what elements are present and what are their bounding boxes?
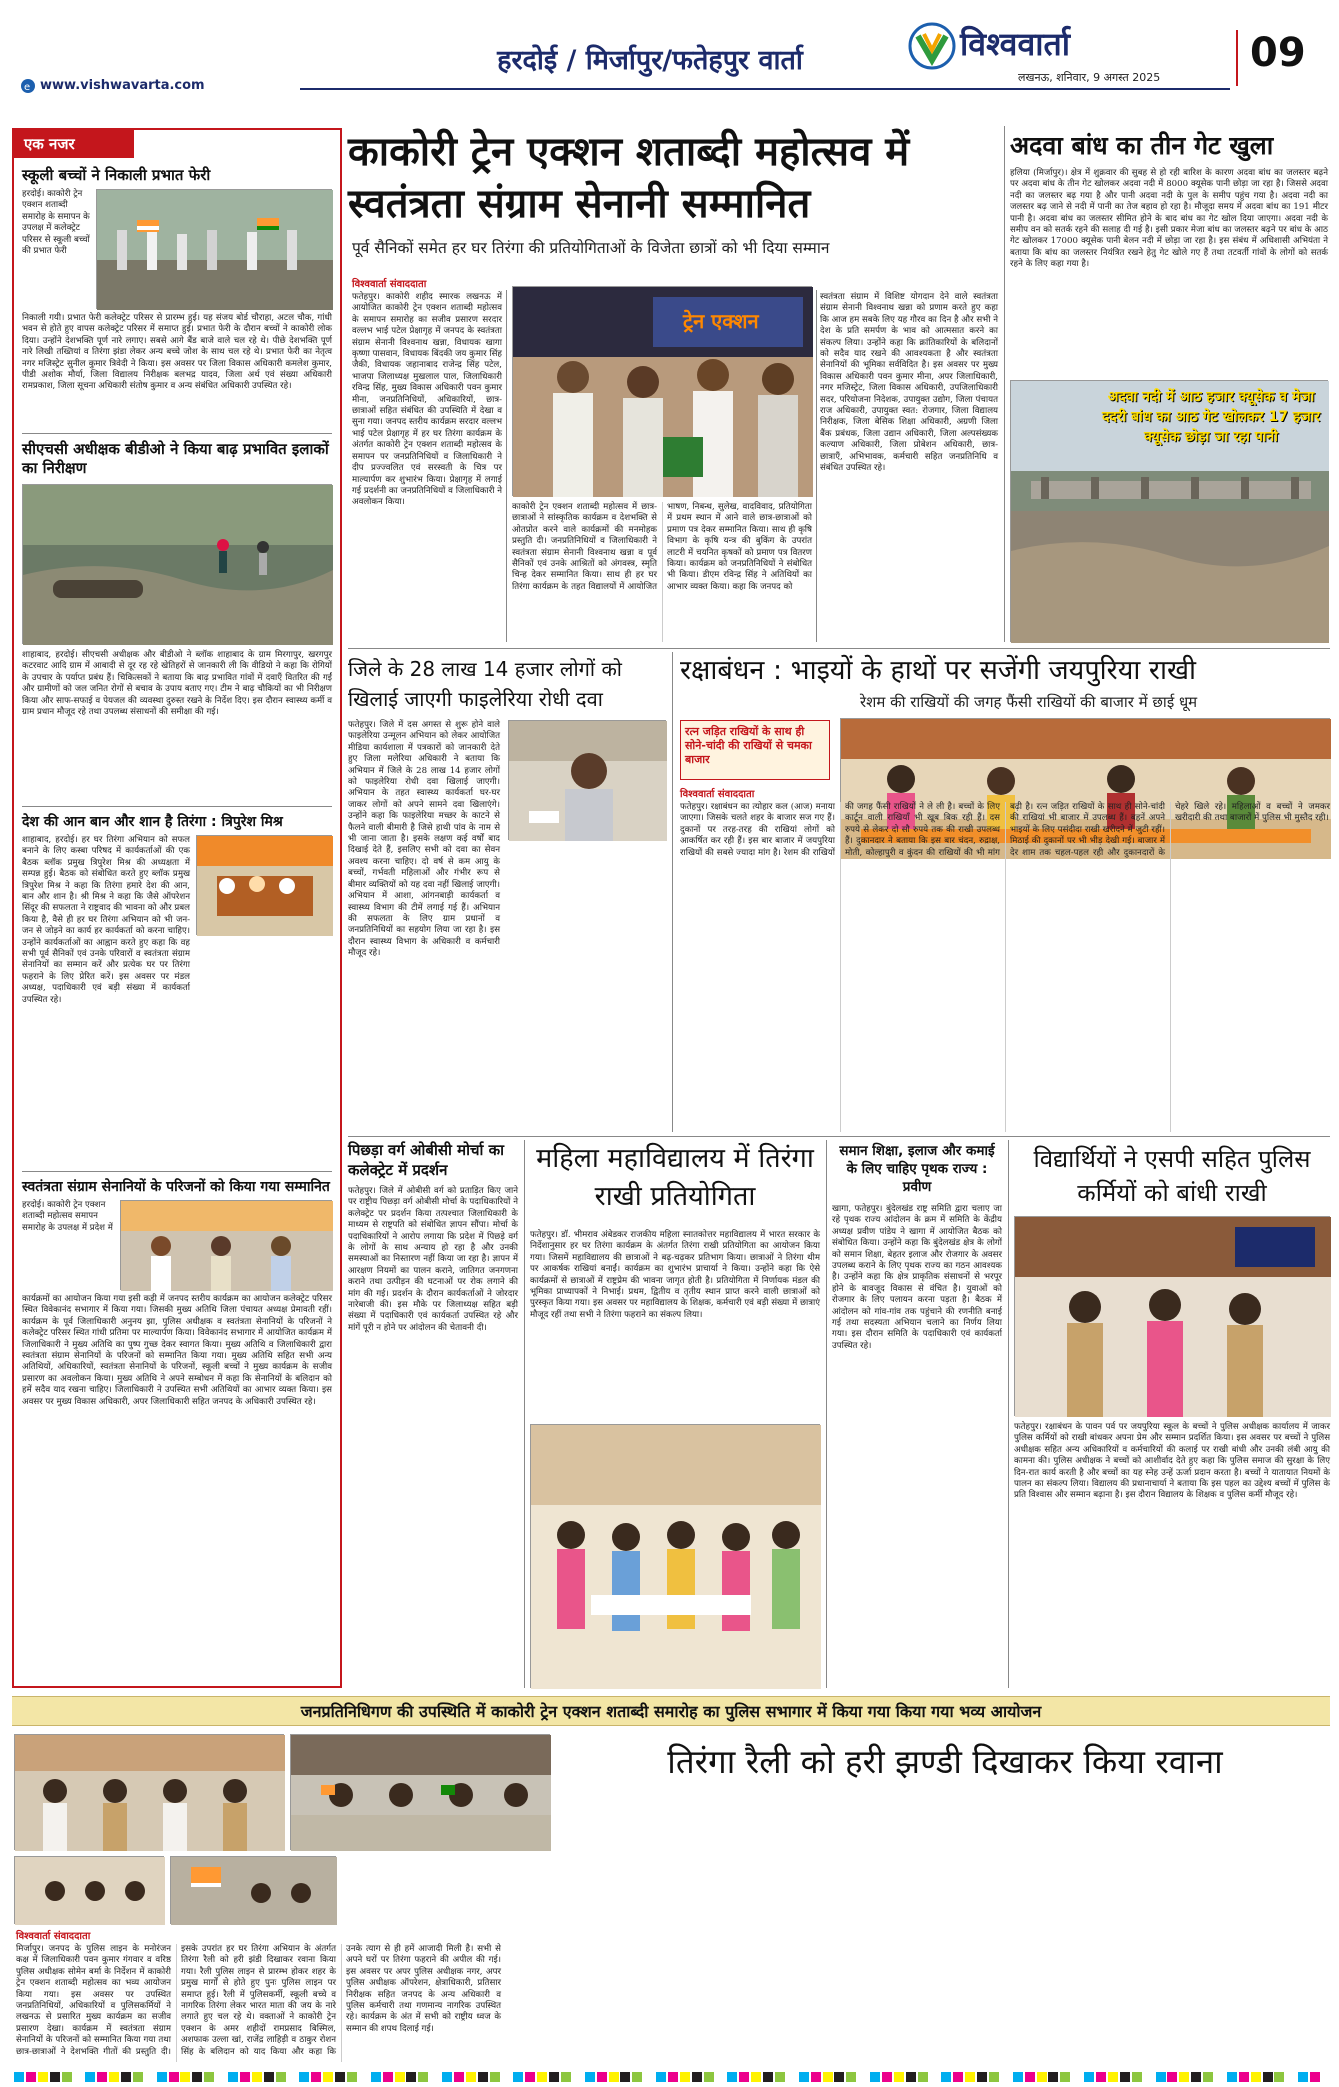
sidebar-story4-photo <box>120 1200 332 1290</box>
registration-swatch <box>85 2072 95 2082</box>
registration-swatch <box>656 2072 666 2082</box>
registration-swatch <box>490 2072 500 2082</box>
registration-swatch <box>502 2072 512 2082</box>
lead-body-col2: काकोरी ट्रेन एक्शन शताब्दी महोत्सव में छात्र-छात्राओं ने सांस्कृतिक कार्यक्रम व देशभक्ति से ओतप्रोत करने वाले कार्यक्रमों की मनमोहक प्रस्तुति दी। जनप्रतिनिधियों व जिलाधिकारी ने स्वतंत्रता संग्राम सेनानी विश्वनाथ खन्ना व पूर्व सैनिकों एवं उनके आश्रितों को अंगवस्त्र, स्मृति चिन्ह देकर सम्मानित किया। साथ ही हर घर तिरंगा कार्यक्रम के तहत विद्यालयों में आयोजित भाषण, निबन्ध, सुलेख, वादविवाद, प्रतियोगिता में प्रथम स्थान में आने वाले छात्र-छात्राओं को प्रमाण पत्र देकर सम्मानित किया। साथ ही कृषि विभाग के कृषि यन्त्र की बुकिंग के उपरांत लाटरी में चयनित कृषकों को प्रमाण पत्र वितरण किया। कार्यक्रम को जनप्रतिनिधियों ने संबोधित भी किया। डीएम रविन्द्र सिंह ने अतिथियों का आभार व्यक्त किया। कहा कि जनपद को <box>512 502 812 592</box>
registration-swatch <box>1167 2072 1177 2082</box>
registration-swatch <box>169 2072 179 2082</box>
vidyarthi-body: फतेहपुर। रक्षाबंधन के पावन पर्व पर जयपुरिया स्कूल के बच्चों ने पुलिस अधीक्षक कार्यालय में जाकर पुलिस कर्मियों को राखी बांधकर अपना प्रेम और सम्मान प्रदर्शित किया। इस अवसर पर बच्चों ने पुलिस अधीक्षक सहित अन्य अधिकारियों व कर्मचारियों की कलाई पर राखी बांधी और उनकी लंबी आयु की कामना की। पुलिस अधीक्षक ने बच्चों को आशीर्वाद देते हुए कहा कि पुलिस समाज की सुरक्षा के लिए दिन-रात कार्य करती है और बच्चों का यह स्नेह उन्हें ऊर्जा प्रदान करता है। बच्चों ने यातायात नियमों के पालन का संकल्प लिया। विद्यालय की प्रधानाचार्या ने बताया कि इस पहल का उद्देश्य बच्चों में पुलिस के प्रति विश्वास और सम्मान बढ़ाना है। इस दौरान विद्यालय के शिक्षक व पुलिस कर्मी मौजूद रहे। <box>1014 1422 1330 1501</box>
tiranga-photo-1 <box>14 1734 284 1850</box>
pravin-rule <box>826 1140 827 1688</box>
rakhi-body: फतेहपुर। रक्षाबंधन का त्योहार कल (आज) मनाया जाएगा। जिसके चलते शहर के बाजार सज गए हैं। दुकानों पर तरह-तरह की राखियां लोगों को आकर्षित कर रही हैं। इस बार बाजार में जयपुरिया राखियों की सबसे ज्यादा मांग है। रेशम की राखियों की जगह फैंसी राखियों ने ले ली है। बच्चों के लिए कार्टून वाली राखियाँ भी खूब बिक रही हैं। दस रुपये से लेकर दो सौ रुपये तक की राखी उपलब्ध हैं। दुकानदार ने बताया कि इस बार चंदन, रुद्राक्ष, मोती, कोल्हापुरी व कुंदन की राखियों की भी मांग बढ़ी है। रत्न जड़ित राखियों के साथ ही सोने-चांदी की राखियां भी बाजार में उपलब्ध हैं। बहनें अपने भाइयों के लिए पसंदीदा राखी खरीदने में जुटी रहीं। मिठाई की दुकानों पर भी भीड़ देखी गई। बाजार में देर शाम तक चहल-पहल रही और दुकानदारों के चेहरे खिले रहे। महिलाओं व बच्चों ने जमकर खरीदारी की तथा बाजारों में पुलिस भी मुस्तैद रही। <box>680 802 1330 858</box>
registration-swatch <box>525 2072 535 2082</box>
registration-swatch <box>145 2072 155 2082</box>
registration-swatch <box>1144 2072 1154 2082</box>
registration-swatch <box>716 2072 726 2082</box>
registration-swatch <box>97 2072 107 2082</box>
registration-swatch <box>109 2072 119 2082</box>
registration-swatch <box>1286 2072 1296 2082</box>
registration-swatch <box>38 2072 48 2082</box>
registration-swatch <box>870 2072 880 2082</box>
registration-swatch <box>14 2072 24 2082</box>
adwa-rule <box>1004 126 1005 642</box>
registration-swatch <box>121 2072 131 2082</box>
brand-logo-icon <box>908 22 956 70</box>
obc-headline: पिछड़ा वर्ग ओबीसी मोर्चा का कलेक्ट्रेट में प्रदर्शन <box>348 1141 504 1179</box>
registration-swatch <box>834 2072 844 2082</box>
rakhi-rule <box>672 652 673 1132</box>
registration-swatch <box>1191 2072 1201 2082</box>
registration-swatch <box>1072 2072 1082 2082</box>
mahila-headline: महिला महाविद्यालय में तिरंगा राखी प्रतियोगिता <box>536 1143 814 1212</box>
registration-swatch <box>1239 2072 1249 2082</box>
registration-swatch <box>466 2072 476 2082</box>
registration-swatch <box>442 2072 452 2082</box>
registration-swatch <box>573 2072 583 2082</box>
registration-swatch <box>597 2072 607 2082</box>
registration-swatch <box>311 2072 321 2082</box>
registration-swatch <box>811 2072 821 2082</box>
registration-swatch <box>1298 2072 1308 2082</box>
registration-swatch <box>894 2072 904 2082</box>
vidyarthi-rule <box>1008 1140 1009 1688</box>
sidebar-story3-headline: देश की आन बान और शान है तिरंगा : त्रिपुरेश मिश्र <box>22 814 283 830</box>
sidebar-story4-body: कार्यक्रमों का आयोजन किया गया इसी कड़ी में जनपद स्तरीय कार्यक्रम का आयोजन कलेक्ट्रेट परिसर स्थित विवेकानंद सभागार में किया गया। जिसकी मुख्य अतिथि जिला पंचायत अध्यक्ष प्रेमावती रहीं। कार्यक्रम के पूर्व जिलाधिकारी अनुनय झा, पुलिस अधीक्षक व स्वतंत्रता सेनानियों के परिजनों ने कलेक्ट्रेट परिसर स्थित गांधी प्रतिमा पर माल्यार्पण किया। विवेकानंद सभागार में आयोजित कार्यक्रम में जिलाधिकारी ने मुख्य अतिथि का पुष्प गुच्छ देकर स्वागत किया। मुख्य अतिथि व जिलाधिकारी द्वारा स्वतंत्रता संग्राम सेनानियों के परिजनों को सम्मानित किया गया। मुख्य अतिथि सहित सभी अन्य अतिथियों, अधिकारियों, स्वतंत्रता सेनानियों के परिजनों, स्कूली बच्चों ने मुख्य कार्यक्रम के सजीव प्रसारण का अवलोकन किया। मुख्य अतिथि ने अपने सम्बोधन में कहा कि सेनानियों के बलिदान को हमें सदैव याद रखना चाहिए। जिलाधिकारी ने उपस्थित सभी अतिथियों का आभार व्यक्त किया। इस अवसर पर मुख्य विकास अधिकारी, अपर जिलाधिकारी सहित जनपद के अधिकारी उपस्थित रहे। <box>22 1294 332 1407</box>
sidebar-box <box>12 128 342 1688</box>
tiranga-headline: तिरंगा रैली को हरी झण्डी दिखाकर किया रवाना <box>667 1742 1223 1781</box>
registration-swatch <box>1132 2072 1142 2082</box>
lead-body-col3: स्वतंत्रता संग्राम में विशिष्ट योगदान देने वाले स्वतंत्रता संग्राम सेनानी विश्वनाथ खन्ना को प्रणाम करते हुए कहा कि आज हम सबके लिए यह गौरव का दिन है और सभी ने देश के प्रति समर्पण के भाव को आत्मसात करने का संकल्प लिया। उन्होंने कहा कि क्रांतिकारियों के बलिदानों को सदैव याद रखने की आवश्यकता है और स्वतंत्रता सेनानियों की भूमिका सर्वविदित है। इस अवसर पर मुख्य विकास अधिकारी पवन कुमार मीना, अपर जिलाधिकारी, नगर मजिस्ट्रेट, जिला विकास अधिकारी, उपजिलाधिकारी सदर, परियोजना निदेशक, उपायुक्त उद्योग, जिला पंचायत राज अधिकारी, उपायुक्त स्वत: रोजगार, जिला विद्यालय निरीक्षक, जिला बेसिक शिक्षा अधिकारी, अग्रणी जिला बैंक प्रबंधक, जिला उद्यान अधिकारी, जिला अल्पसंख्यक कल्याण अधिकारी, जिला प्रोबेशन अधिकारी, छात्र-छात्राएँ, अभिभावक, कर्मचारी सहित जनप्रतिनिधि व संबंधित उपस्थित रहे। <box>820 292 998 474</box>
registration-swatch <box>1060 2072 1070 2082</box>
registration-swatch <box>882 2072 892 2082</box>
registration-swatch <box>1120 2072 1130 2082</box>
sidebar-divider-3 <box>22 1171 332 1172</box>
registration-swatch <box>609 2072 619 2082</box>
registration-swatch <box>454 2072 464 2082</box>
sidebar-story3-photo <box>196 835 332 935</box>
registration-swatch <box>977 2072 987 2082</box>
banner-text: जनप्रतिनिधिगण की उपस्थिति में काकोरी ट्रेन एक्शन शताब्दी समारोह का पुलिस सभागार में किया गया किया गया भव्य आयोजन <box>300 1702 1042 1721</box>
registration-swatch <box>1001 2072 1011 2082</box>
registration-swatch <box>395 2072 405 2082</box>
registration-swatch <box>799 2072 809 2082</box>
registration-swatch <box>204 2072 214 2082</box>
registration-swatch <box>157 2072 167 2082</box>
registration-swatch <box>537 2072 547 2082</box>
registration-swatch <box>264 2072 274 2082</box>
adwa-body: हलिया (मिर्जापुर)। क्षेत्र में शुक्रवार की सुबह से हो रही बारिश के कारण अदवा बांध का जलस्तर बढ़ने पर अदवा बांध के तीन गेट खोलकर अदवा नदी में 8000 क्यूसेक पानी छोड़ा जा रहा है। जिससे अदवा नदी का जलस्तर बढ़ गया है और पानी अदवा नदी के पुल के समीप पहुंच गया है। अदवा नदी का जलस्तर बढ़ जाने से नदी में पानी का तेज बहाव हो रहा है। मौजूदा समय में अदवा बांध का 191 मीटर पानी है। अदवा बांध का जलस्तर सीमित होने के बाद बांध का गेट खोल दिया जाएगा। अदवा नदी के समीप वन को सतर्क रहने की सलाह दी गई है। इसी प्रकार मेजा बांध का जलस्तर बढ़ने पर बांध के आठ गेट खोलकर 17000 क्यूसेक पानी बेलन नदी में छोड़ा जा रहा है। इस संबंध में अधिशासी अभियंता ने बताया कि बांध का जलस्तर नियंत्रित रखने हेतु गेट खोले गए हैं तथा तटवर्ती गांवों के लोगों को सतर्क रहने के लिए कहा गया है। <box>1010 168 1328 270</box>
lead-subhead: पूर्व सैनिकों समेत हर घर तिरंगा की प्रतियोगिताओं के विजेता छात्रों को भी दिया सम्मान <box>352 239 830 257</box>
registration-swatch <box>1310 2072 1320 2082</box>
registration-swatch <box>692 2072 702 2082</box>
sidebar-divider-2 <box>22 806 332 807</box>
tiranga-body-cont <box>346 1790 1330 2062</box>
lead-photo-caption: ट्रेन एक्शन <box>683 309 759 333</box>
lead-byline: विश्ववार्ता संवाददाता <box>352 279 427 290</box>
registration-swatch <box>930 2072 940 2082</box>
registration-swatch <box>739 2072 749 2082</box>
adwa-photo <box>1010 380 1328 642</box>
registration-swatch <box>430 2072 440 2082</box>
registration-swatch <box>26 2072 36 2082</box>
registration-swatch <box>383 2072 393 2082</box>
filaria-photo <box>508 720 666 840</box>
color-bar-bottom <box>14 2072 1324 2082</box>
registration-swatch <box>133 2072 143 2082</box>
registration-swatch <box>918 2072 928 2082</box>
place-date: लखनऊ, शनिवार, 9 अगस्त 2025 <box>1018 71 1161 84</box>
tiranga-photo-3 <box>14 1856 164 1924</box>
sidebar-story4-headline: स्वतंत्रता संग्राम सेनानियों के परिजनों को किया गया सम्मानित <box>22 1179 330 1195</box>
filaria-headline: जिले के 28 लाख 14 हजार लोगों को खिलाई जाएगी फाइलेरिया रोधी दवा <box>348 657 622 711</box>
registration-swatch <box>727 2072 737 2082</box>
registration-swatch <box>240 2072 250 2082</box>
registration-swatch <box>228 2072 238 2082</box>
masthead-rule <box>300 88 1230 90</box>
registration-swatch <box>965 2072 975 2082</box>
registration-swatch <box>62 2072 72 2082</box>
lead-bottom-rule <box>348 648 1330 649</box>
mahila-photo <box>530 1424 820 1688</box>
registration-swatch <box>1108 2072 1118 2082</box>
lead-rule-2 <box>816 290 817 642</box>
sidebar-divider-1 <box>22 433 332 434</box>
registration-swatch <box>1048 2072 1058 2082</box>
pravin-headline: समान शिक्षा, इलाज और कमाई के लिए चाहिए पृथक राज्य : प्रवीण <box>839 1143 995 1195</box>
obc-body: फतेहपुर। जिले में ओबीसी वर्ग को प्रताड़ित किए जाने पर राष्ट्रीय पिछड़ा वर्ग ओबीसी मोर्चा के पदाधिकारियों ने कलेक्ट्रेट पर प्रदर्शन किया तत्पश्चात जिलाधिकारी के माध्यम से राष्ट्रपति को संबोधित ज्ञापन सौंपा। मोर्चा के पदाधिकारियों ने आरोप लगाया कि प्रदेश में पिछड़े वर्ग के लोगों के साथ अन्याय हो रहा है और उनकी समस्याओं का निस्तारण नहीं किया जा रहा है। ज्ञापन में आरक्षण नियमों का पालन कराने, जातिगत जनगणना कराने तथा उत्पीड़न की घटनाओं पर रोक लगाने की मांग की गई। प्रदर्शन के दौरान कार्यकर्ताओं ने जोरदार नारेबाजी की। इस मौके पर जिलाध्यक्ष सहित बड़ी संख्या में पदाधिकारी एवं कार्यकर्ता उपस्थित रहे और मांगें पूरी न होने पर आंदोलन की चेतावनी दी। <box>348 1186 518 1333</box>
registration-swatch <box>585 2072 595 2082</box>
registration-swatch <box>632 2072 642 2082</box>
pravin-body: खागा, फतेहपुर। बुंदेलखंड राष्ट्र समिति द्वारा चलाए जा रहे पृथक राज्य आंदोलन के क्रम में समिति के केंद्रीय अध्यक्ष प्रवीण पांडेय ने खागा में आयोजित बैठक को संबोधित किया। उन्होंने कहा कि बुंदेलखंड क्षेत्र के लोगों को समान शिक्षा, बेहतर इलाज और रोजगार के अवसर उपलब्ध कराने के लिए पृथक राज्य का गठन आवश्यक है। उन्होंने कहा कि क्षेत्र प्राकृतिक संसाधनों से भरपूर होने के बावजूद विकास से वंचित है। युवाओं को रोजगार के लिए पलायन करना पड़ता है। बैठक में आंदोलन को गांव-गांव तक पहुंचाने की रणनीति बनाई गई तथा सदस्यता अभियान चलाने का निर्णय लिया गया। इस दौरान समिति के पदाधिकारी एवं कार्यकर्ता उपस्थित रहे। <box>832 1204 1002 1351</box>
registration-swatch <box>953 2072 963 2082</box>
registration-swatch <box>1227 2072 1237 2082</box>
sidebar-story1-caption: हरदोई। काकोरी ट्रेन एक्शन शताब्दी समारोह के समापन के उपलक्ष में कलेक्ट्रेट परिसर से स्कूली बच्चों की प्रभात फेरी <box>22 189 90 257</box>
rakhi-inset: रत्न जड़ित राखियों के साथ ही सोने-चांदी की राखियों से चमका बाजार <box>680 720 830 780</box>
registration-swatch <box>823 2072 833 2082</box>
filaria-body-col1: फतेहपुर। जिले में दस अगस्त से शुरू होने वाले फाइलेरिया उन्मूलन अभियान को लेकर आयोजित मीडिया कार्यशाला में पत्रकारों को जानकारी देते हुए जिला मलेरिया अधिकारी ने बताया कि अभियान में जिले के 28 लाख 14 हजार लोगों को फाइलेरिया रोधी दवा खिलाई जाएगी। अभियान के तहत स्वास्थ्य कार्यकर्ता घर-घर जाकर लोगों को अपने सामने दवा खिलाएंगे। उन्होंने कहा कि फाइलेरिया मच्छर के काटने से फैलने वाली बीमारी है जिसे हाथी पांव के नाम से भी जाना जाता है। इसके लक्षण कई वर्षों बाद दिखाई देते हैं, इसलिए सभी को दवा का सेवन अवश्य करना चाहिए। दो वर्ष से कम आयु के बच्चों, गर्भवती महिलाओं और गंभीर रूप से बीमार व्यक्तियों को यह दवा नहीं खिलाई जाएगी। अभियान में आशा, आंगनबाड़ी कार्यकर्ता व स्वास्थ्य विभाग की टीमें लगाई गई हैं। अभियान की सफलता के लिए ग्राम प्रधानों व जनप्रतिनिधियों का सहयोग लिया जा रहा है। इस दौरान स्वास्थ्य विभाग के अधिकारी व कर्मचारी मौजूद रहे। <box>348 720 500 959</box>
registration-swatch <box>787 2072 797 2082</box>
tiranga-byline: विश्ववार्ता संवाददाता <box>16 1931 91 1942</box>
mahila-body: फतेहपुर। डॉ. भीमराव अंबेडकर राजकीय महिला स्नातकोत्तर महाविद्यालय में भारत सरकार के निर्देशानुसार हर घर तिरंगा कार्यक्रम के अंतर्गत तिरंगा राखी प्रतियोगिता का आयोजन किया गया। जिसमें महाविद्यालय की छात्राओं ने बढ़-चढ़कर प्रतिभाग किया। छात्राओं ने तिरंगा थीम पर आकर्षक राखियां बनाईं। कार्यक्रम का शुभारंभ प्राचार्या ने किया। उन्होंने कहा कि ऐसे कार्यक्रमों से छात्राओं में राष्ट्रप्रेम की भावना जागृत होती है। प्रतियोगिता में निर्णायक मंडल की भूमिका प्राध्यापकों ने निभाई। प्रथम, द्वितीय व तृतीय स्थान प्राप्त करने वाली छात्राओं को पुरस्कृत किया गया। इस अवसर पर महाविद्यालय के शिक्षक, कर्मचारी एवं बड़ी संख्या में छात्राएं मौजूद रहीं तथा सभी ने तिरंगा फहराने का संकल्प लिया। <box>530 1230 820 1320</box>
sidebar-story1-headline: स्कूली बच्चों ने निकाली प्रभात फेरी <box>22 166 211 184</box>
registration-swatch <box>644 2072 654 2082</box>
sidebar-story1-photo <box>96 189 332 309</box>
registration-swatch <box>1274 2072 1284 2082</box>
registration-swatch <box>1013 2072 1023 2082</box>
sidebar-story3-body: शाहाबाद, हरदोई। हर घर तिरंगा अभियान को सफल बनाने के लिए कस्बा परिषद में कार्यकर्ताओं की एक बैठक ब्लॉक प्रमुख त्रिपुरेश मिश्र की अध्यक्षता में सम्पन्न हुई। बैठक को संबोधित करते हुए ब्लॉक प्रमुख त्रिपुरेश मिश्र ने कहा कि तिरंगा हमारे देश की आन, बान और शान है। श्री मिश्र ने कहा कि जैसे ऑपरेशन सिंदूर की सफलता ने राष्ट्रवाद की भावना को और प्रबल किया है, वैसे ही हर घर तिरंगा अभियान को भी जन-जन से जोड़ने का कार्य हर कार्यकर्ता को करना चाहिए। उन्होंने कार्यकर्ताओं का आह्वान करते हुए कहा कि वह सभी पूर्व सैनिकों एवं उनके परिवारों व स्वतंत्रता संग्राम सेनानियों का सम्मान करें और प्रत्येक घर पर तिरंगा फहराने के लिए प्रेरित करें। इस अवसर पर मंडल अध्यक्ष, पदाधिकारी एवं बड़ी संख्या में कार्यकर्ता उपस्थित रहे। <box>22 835 190 1005</box>
vidyarthi-headline: विद्यार्थियों ने एसपी सहित पुलिस कर्मियों को बांधी राखी <box>1033 1145 1311 1207</box>
sidebar-story2-body: शाहाबाद, हरदोई। सीएचसी अधीक्षक और बीडीओ ने ब्लॉक शाहाबाद के ग्राम मिरगापुर, खरगपुर कटरवाट आदि ग्राम में आबादी से दूर रह रहे खेतिहरों से जानकारी ली कि वीडियो ने कहा कि रोगियों के उपचार के पर्याप्त प्रबंध हैं। चिकित्सकों ने बताया कि बाढ़ प्रभावित गांवों में दवाएँ वितरित की गईं और ग्रामीणों को जल जनित रोगों से बचाव के उपाय बताए गए। टीम ने बाढ़ चौकियों का भी निरीक्षण किया और साफ-सफाई व पेयजल की व्यवस्था दुरुस्त रखने के निर्देश दिए। इस दौरान स्वास्थ्य कर्मी व ग्राम प्रधान मौजूद रहे तथा उपलब्ध संसाधनों की समीक्षा की गई। <box>22 650 332 718</box>
registration-swatch <box>1096 2072 1106 2082</box>
registration-swatch <box>276 2072 286 2082</box>
website-icon <box>20 78 36 94</box>
registration-swatch <box>906 2072 916 2082</box>
registration-swatch <box>668 2072 678 2082</box>
lead-photo <box>512 286 812 496</box>
registration-swatch <box>323 2072 333 2082</box>
section-title: हरदोई / मिर्जापुर/फतेहपुर वार्ता <box>497 45 803 76</box>
page-number: 09 <box>1250 30 1306 76</box>
registration-swatch <box>216 2072 226 2082</box>
rakhi-subhead: रेशम की राखियों की जगह फैंसी राखियों की बाजार में छाई धूम <box>860 693 1198 711</box>
registration-swatch <box>371 2072 381 2082</box>
svg-text:e: e <box>24 82 31 93</box>
registration-swatch <box>418 2072 428 2082</box>
registration-swatch <box>704 2072 714 2082</box>
adwa-headline: अदवा बांध का तीन गेट खुला <box>1010 131 1274 160</box>
registration-swatch <box>513 2072 523 2082</box>
registration-swatch <box>1263 2072 1273 2082</box>
registration-swatch <box>941 2072 951 2082</box>
registration-swatch <box>73 2072 83 2082</box>
registration-swatch <box>1215 2072 1225 2082</box>
registration-swatch <box>1025 2072 1035 2082</box>
lead-body-col1: फतेहपुर। काकोरी शहीद स्मारक लखनऊ में आयोजित काकोरी ट्रेन एक्शन शताब्दी महोत्सव के समापन समारोह का सजीव प्रसारण सरदार वल्लभ भाई पटेल प्रेक्षागृह में जनपद के स्वतंत्रता संग्राम सेनानी विश्वनाथ खन्ना, विधायक खागा कृष्णा पासवान, विधायक बिंदकी जय कुमार सिंह जैकी, विधायक जहानाबाद राजेन्द्र सिंह पटेल, भाजपा जिलाध्यक्ष मुखलाल पाल, जिलाधिकारी रविन्द्र सिंह, मुख्य विकास अधिकारी पवन कुमार मीना, जनप्रतिनिधियों, अधिकारियों, छात्र-छात्राओं सहित संबंधित की उपस्थिति में देखा व सुना गया। जनपद स्तरीय कार्यक्रम सरदार वल्लभ भाई पटेल प्रेक्षागृह में हर घर तिरंगा कार्यक्रम के अंतर्गत काकोरी ट्रेन एक्शन शताब्दी महोत्सव के समापन पर जनप्रतिनिधियों व जिलाधिकारी ने दीप प्रज्ज्वलित एवं सरस्वती के चित्र पर माल्यार्पण कर शुभारंभ किया। प्रेक्षागृह में लगाई गई प्रदर्शनी का जनप्रतिनिधियों व जिलाधिकारी ने अवलोकन किया। <box>352 292 502 508</box>
registration-swatch <box>989 2072 999 2082</box>
registration-swatch <box>1251 2072 1261 2082</box>
page-number-box <box>1236 30 1326 86</box>
registration-swatch <box>549 2072 559 2082</box>
registration-swatch <box>680 2072 690 2082</box>
mid-rule <box>348 1136 1330 1137</box>
tiranga-photo-4 <box>170 1856 336 1924</box>
registration-swatch <box>1156 2072 1166 2082</box>
registration-swatch <box>180 2072 190 2082</box>
registration-swatch <box>751 2072 761 2082</box>
registration-swatch <box>1037 2072 1047 2082</box>
website[interactable]: www.vishwavarta.com <box>40 78 205 93</box>
registration-swatch <box>299 2072 309 2082</box>
registration-swatch <box>1084 2072 1094 2082</box>
sidebar-box-title: एक नजर <box>14 130 134 158</box>
registration-swatch <box>50 2072 60 2082</box>
registration-swatch <box>846 2072 856 2082</box>
registration-swatch <box>620 2072 630 2082</box>
registration-swatch <box>763 2072 773 2082</box>
tiranga-body: मिर्जापुर। जनपद के पुलिस लाइन के मनोरंजन कक्ष में जिलाधिकारी पवन कुमार गंगवार व वरिष्ठ पुलिस अधीक्षक सोमेन बर्मा के निर्देशन में काकोरी ट्रेन एक्शन शताब्दी महोत्सव का भव्य आयोजन किया गया। इस अवसर पर उपस्थित जनप्रतिनिधियों, अधिकारियों व पुलिसकर्मियों ने लखनऊ से प्रसारित मुख्य कार्यक्रम का सजीव प्रसारण देखा। कार्यक्रम में स्वतंत्रता संग्राम सेनानियों के परिजनों को सम्मानित किया गया तथा छात्र-छात्राओं ने देशभक्ति गीतों की प्रस्तुति दी। इसके उपरांत हर घर तिरंगा अभियान के अंतर्गत तिरंगा रैली को हरी झंडी दिखाकर रवाना किया गया। रैली पुलिस लाइन से प्रारम्भ होकर शहर के प्रमुख मार्गों से होते हुए पुनः पुलिस लाइन पर समाप्त हुई। रैली में पुलिसकर्मी, स्कूली बच्चे व नागरिक तिरंगा लेकर भारत माता की जय के नारे लगाते हुए चल रहे थे। वक्ताओं ने काकोरी ट्रेन एक्शन के अमर शहीदों रामप्रसाद बिस्मिल, अशफाक उल्ला खां, राजेंद्र लाहिड़ी व ठाकुर रोशन सिंह के बलिदान को याद किया और कहा कि उनके त्याग से ही हमें आजादी मिली है। सभी से अपने घरों पर तिरंगा फहराने की अपील की गई। इस अवसर पर अपर पुलिस अधीक्षक नगर, अपर पुलिस अधीक्षक ऑपरेशन, क्षेत्राधिकारी, प्रतिसार निरीक्षक सहित जनपद के अन्य अधिकारी व पुलिस कर्मचारी तथा गणमान्य नागरिक उपस्थित रहे। कार्यक्रम के अंत में सभी को राष्ट्रीय ध्वज के सम्मान की शपथ दिलाई गई। <box>16 1944 501 2057</box>
mahila-rule <box>524 1140 525 1688</box>
rakhi-byline: विश्ववार्ता संवाददाता <box>680 789 755 800</box>
sidebar-story2-headline: सीएचसी अधीक्षक बीडीओ ने किया बाढ़ प्रभावित इलाकों का निरीक्षण <box>22 440 329 477</box>
adwa-photo-caption: अदवा नदी में आठ हजार क्यूसेक व मेजा ददरी बांध का आठ गेट खोलकर 17 हजार क्यूसेक छोड़ा जा रहा पानी <box>1101 389 1321 445</box>
registration-swatch <box>858 2072 868 2082</box>
filaria-body-col2 <box>508 846 666 1130</box>
sidebar-story1-body: निकाली गयी। प्रभात फेरी कलेक्ट्रेट परिसर से प्रारम्भ हुई। यह संजय बोर्ड चौराहा, अटल चौक, गांधी भवन से होते हुए वापस कलेक्ट्रेट परिसर में समाप्त हुई। प्रभात फेरी के दौरान बच्चों ने काकोरी लोक दिया। उन्होंने देशभक्ति पूर्ण नारे लगाए। सबसे आगे बैंड बाजे वाले चल रहे थे। पीछे देशभक्ति पूर्ण नारे लिखी तख्तियां व तिरंगा झंडा लेकर अन्य बच्चे जोश के साथ चल रहे थे। प्रभात फेरी का नेतृत्व नगर मजिस्ट्रेट सुनील कुमार त्रिवेदी ने किया। इस अवसर पर जिला विकास अधिकारी कमलेश कुमार, पीडी अशोक मौर्या, जिला विद्यालय निरीक्षक बलभद्र यादव, जिला अर्थ एवं संख्या अधिकारी रामप्रकाश, जिला सूचना अधिकारी संतोष कुमार व अन्य संबंधित अधिकारी उपस्थित रहे। <box>22 313 332 392</box>
registration-swatch <box>1203 2072 1213 2082</box>
registration-swatch <box>359 2072 369 2082</box>
sidebar-story4-caption: हरदोई। काकोरी ट्रेन एक्शन शताब्दी महोत्सव समापन समारोह के उपलक्ष में प्रदेश में <box>22 1200 113 1233</box>
registration-swatch <box>775 2072 785 2082</box>
brand-name: विश्ववार्ता <box>960 25 1071 63</box>
registration-swatch <box>561 2072 571 2082</box>
registration-swatch <box>406 2072 416 2082</box>
vidyarthi-photo <box>1014 1216 1330 1416</box>
rakhi-headline: रक्षाबंधन : भाइयों के हाथों पर सजेंगी जयपुरिया राखी <box>680 655 1197 686</box>
registration-swatch <box>335 2072 345 2082</box>
registration-swatch <box>478 2072 488 2082</box>
lead-headline: काकोरी ट्रेन एक्शन शताब्दी महोत्सव में स्वतंत्रता संग्राम सेनानी सम्मानित <box>348 129 910 227</box>
sidebar-story2-photo <box>22 484 332 644</box>
registration-swatch <box>252 2072 262 2082</box>
registration-swatch <box>287 2072 297 2082</box>
registration-swatch <box>347 2072 357 2082</box>
lead-rule-1 <box>506 290 507 642</box>
registration-swatch <box>1179 2072 1189 2082</box>
banner-strip <box>12 1696 1330 1726</box>
masthead <box>0 0 1339 100</box>
registration-swatch <box>192 2072 202 2082</box>
